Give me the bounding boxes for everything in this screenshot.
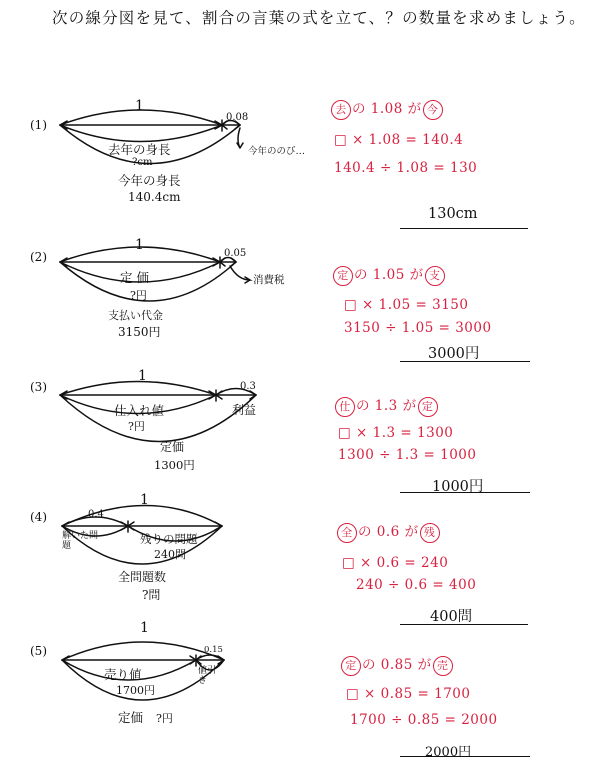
equation-2: 1700 ÷ 0.85 = 2000 (350, 712, 498, 728)
relation-sentence: 仕 の 1.3 が 定 (334, 394, 439, 417)
arrow-label: 消費税 (253, 274, 285, 286)
base-circle: 定 (333, 266, 353, 286)
answer-line (400, 228, 528, 229)
answer-line (400, 361, 530, 362)
outer-value: 140.4cm (128, 190, 181, 204)
outer-label: 定価 (118, 710, 144, 725)
outer-label: 支払い代金 (108, 309, 163, 322)
equation-1: □ × 0.85 = 1700 (346, 686, 471, 702)
arrow-label: 今年ののび… (248, 146, 306, 157)
page-title: 次の線分図を見て、割合の言葉の式を立て、？の数量を求めましょう。 (52, 9, 586, 27)
answer: 1000円 (432, 479, 484, 495)
rate-label: 0.3 (240, 381, 256, 392)
problem-number: (2) (30, 250, 47, 264)
inner-label: 残りの問題 (140, 532, 198, 546)
relation-sentence: 定 の 0.85 が 売 (340, 653, 454, 676)
rate-label: 0.05 (224, 248, 247, 259)
equation-2: 240 ÷ 0.6 = 400 (356, 577, 477, 593)
outer-label: 定価 (160, 440, 185, 454)
inner-value: ?円 (128, 420, 145, 433)
side-label: 値引き (198, 666, 217, 686)
inner-label: 売り値 (104, 667, 142, 682)
answer: 2000円 (425, 745, 472, 760)
inner-value: 240問 (154, 548, 186, 561)
diagram-2 (60, 247, 250, 301)
answer: 3000円 (428, 346, 480, 362)
answer: 400問 (430, 609, 473, 625)
target-circle: 今 (423, 100, 443, 120)
equation-2: 3150 ÷ 1.05 = 3000 (344, 320, 492, 336)
outer-value: 1300円 (154, 458, 195, 472)
relation-sentence: 定 の 1.05 が 支 (332, 263, 446, 286)
whole-label: 1 (138, 368, 147, 384)
answer-line (400, 492, 530, 493)
outer-label: 全問題数 (118, 570, 167, 584)
equation-1: □ × 1.3 = 1300 (338, 425, 454, 441)
problem-number: (5) (30, 644, 47, 658)
base-circle: 去 (331, 100, 351, 120)
inner-value: ?円 (130, 289, 147, 302)
problem-number: (3) (30, 380, 47, 394)
inner-value: ?cm (132, 157, 153, 168)
answer: 130cm (428, 206, 478, 222)
equation-2: 140.4 ÷ 1.08 = 130 (334, 160, 478, 176)
side-label: 利益 (232, 403, 257, 417)
target-circle: 定 (418, 397, 438, 417)
base-circle: 全 (337, 523, 357, 543)
whole-label: 1 (135, 237, 144, 253)
relation-sentence: 去 の 1.08 が 今 (330, 97, 444, 120)
problem-number: (4) (30, 510, 47, 524)
rate-label: 0.08 (226, 112, 249, 123)
target-circle: 売 (433, 656, 453, 676)
inner-label: 仕入れ値 (114, 403, 165, 418)
equation-2: 1300 ÷ 1.3 = 1000 (338, 447, 477, 463)
equation-1: □ × 0.6 = 240 (342, 555, 449, 571)
base-circle: 仕 (335, 397, 355, 417)
outer-value: 3150円 (118, 325, 161, 339)
whole-label: 1 (135, 98, 144, 114)
equation-1: □ × 1.05 = 3150 (344, 297, 469, 313)
base-circle: 定 (341, 656, 361, 676)
outer-label: 今年の身長 (118, 173, 181, 188)
whole-label: 1 (140, 492, 149, 508)
inner-label: 去年の身長 (108, 142, 171, 157)
whole-label: 1 (140, 620, 149, 636)
left-label: 解いた問題 (62, 531, 99, 551)
problem-number: (1) (30, 118, 47, 132)
target-circle: 残 (420, 523, 440, 543)
rate-label: 0.15 (204, 645, 223, 655)
answer-line (400, 624, 528, 625)
inner-value: 1700円 (116, 684, 155, 697)
answer-line (400, 756, 530, 757)
target-circle: 支 (425, 266, 445, 286)
relation-sentence: 全 の 0.6 が 残 (336, 520, 441, 543)
outer-value: ?円 (156, 712, 173, 725)
rate-label: 0.4 (88, 509, 104, 520)
equation-1: □ × 1.08 = 140.4 (334, 132, 464, 148)
inner-label: 定 価 (120, 270, 149, 285)
outer-value: ?問 (142, 588, 161, 602)
